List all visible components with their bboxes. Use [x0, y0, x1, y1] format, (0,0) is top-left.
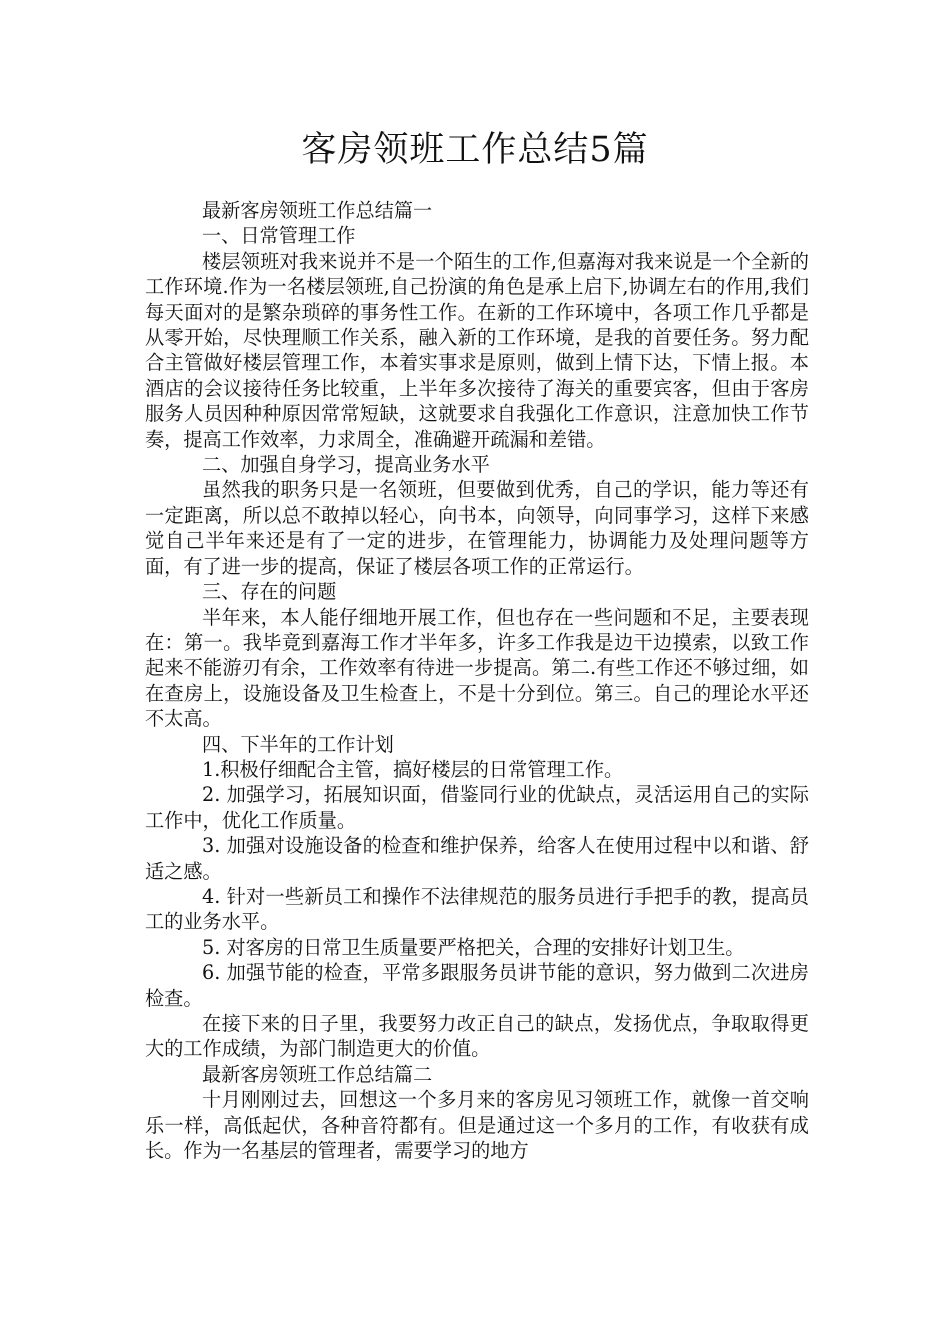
- paragraph: 半年来，本人能仔细地开展工作，但也存在一些问题和不足，主要表现在：第一。我毕竟到嘉海工作才半年多，许多工作我是边干边摸索，以致工作起来不能游刃有余，工作效率有待进一步提高。第二.有些工作还不够过细，如在查房上，设施设备及卫生检查上，不是十分到位。第三。自己的理论水平还不太高。: [145, 605, 809, 731]
- document-body: [145, 198, 809, 1163]
- list-item: 4. 针对一些新员工和操作不法律规范的服务员进行手把手的教，提高员工的业务水平。: [145, 884, 809, 934]
- document-title: 客房领班工作总结5篇: [301, 130, 649, 170]
- list-item: 5. 对客房的日常卫生质量要严格把关，合理的安排好计划卫生。: [202, 935, 745, 959]
- subheading: 二、加强自身学习，提高业务水平: [202, 453, 490, 477]
- list-item: 2. 加强学习，拓展知识面，借鉴同行业的优缺点，灵活运用自己的实际工作中，优化工作质量。: [145, 783, 809, 832]
- paragraph: 在接下来的日子里，我要努力改正自己的缺点，发扬优点，争取取得更大的工作成绩，为部门制造更大的价值。: [145, 1012, 809, 1061]
- list-item: 1.积极仔细配合主管，搞好楼层的日常管理工作。: [202, 757, 624, 781]
- paragraph: 虽然我的职务只是一名领班，但要做到优秀，自己的学识，能力等还有一定距离，所以总不敢掉以轻心，向书本，向领导，向同事学习，这样下来感觉自己半年来还是有了一定的进步，在管理能力，协调能力及处理问题等方面，有了进一步的提高，保证了楼层各项工作的正常运行。: [145, 478, 809, 578]
- subheading: 四、下半年的工作计划: [202, 732, 394, 756]
- list-item: 6. 加强节能的检查，平常多跟服务员讲节能的意识，努力做到二次进房检查。: [145, 961, 809, 1010]
- section-heading: 最新客房领班工作总结篇二: [202, 1062, 433, 1086]
- list-item: 3. 加强对设施设备的检查和维护保养，给客人在使用过程中以和谐、舒适之感。: [145, 834, 809, 883]
- paragraph: 十月刚刚过去，回想这一个多月来的客房见习领班工作，就像一首交响乐一样，高低起伏，各种音符都有。但是通过这一个多月的工作，有收获有成长。作为一名基层的管理者，需要学习的地方: [145, 1088, 809, 1163]
- section-heading: 最新客房领班工作总结篇一: [202, 199, 433, 222]
- subheading: 三、存在的问题: [202, 580, 337, 604]
- subheading: 一、日常管理工作: [202, 224, 356, 248]
- paragraph: 楼层领班对我来说并不是一个陌生的工作,但嘉海对我来说是一个全新的工作环境.作为一名楼层领班,自己扮演的角色是承上启下,协调左右的作用,我们每天面对的是繁杂琐碎的事务性工作。在新的工作环境中，各项工作几乎都是从零开始，尽快理顺工作关系，融入新的工作环境，是我的首要任务。努力配合主管做好楼层管理工作，本着实事求是原则，做到上情下达，下情上报。本酒店的会议接待任务比较重，上半年多次接待了海关的重要宾客，但由于客房服务人员因种种原因常常短缺，这就要求自我强化工作意识，注意加快工作节奏，提高工作效率，力求周全，准确避开疏漏和差错。: [145, 249, 809, 451]
